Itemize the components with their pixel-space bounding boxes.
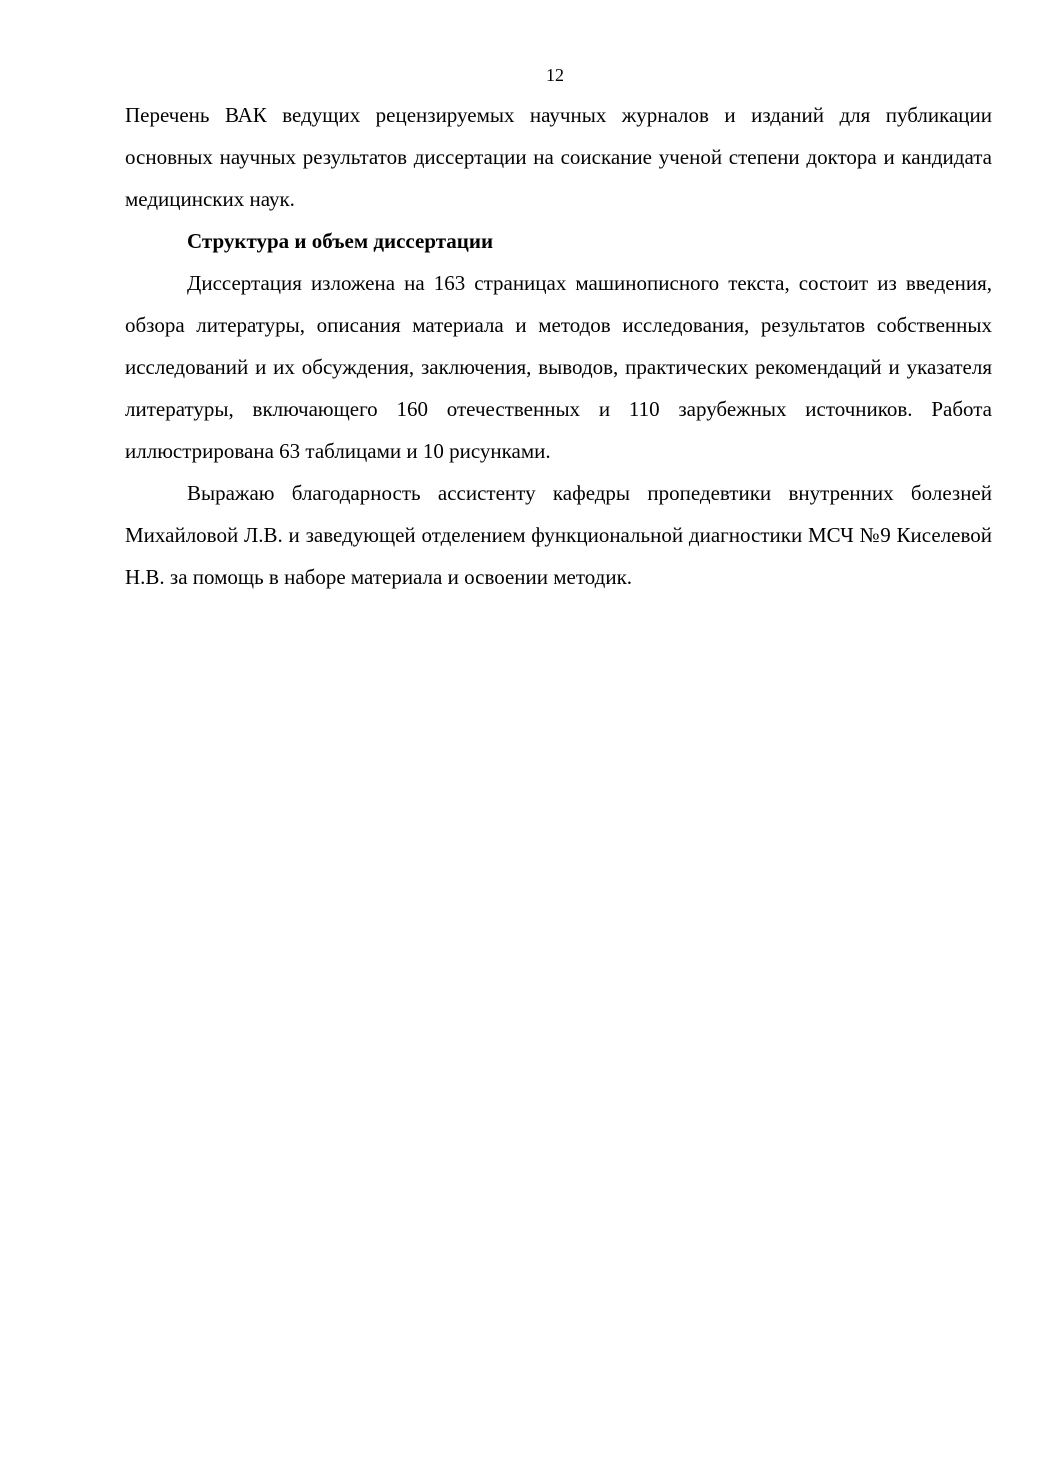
paragraph-structure: Диссертация изложена на 163 страницах машинописного текста, состоит из введения, обзора литературы, описания материала и методов исследования, результатов собственных исследований и их обсуждения, заключения, выводов, практических рекомендаций и указателя литературы, включающего 160 отечественных и 110 зарубежных источников. Работа иллюстрирована 63 таблицами и 10 рисунками. [125, 271, 992, 463]
paragraph-acknowledgement: Выражаю благодарность ассистенту кафедры пропедевтики внутренних болезней Михайловой Л.В. и заведующей отделением функциональной диагностики МСЧ №9 Киселевой Н.В. за помощь в наборе материала и освоении методик. [125, 481, 992, 589]
page-number: 12 [546, 65, 564, 85]
paragraph-vak-list: Перечень ВАК ведущих рецензируемых научных журналов и изданий для публикации основных научных результатов диссертации на соискание ученой степени доктора и кандидата медицинских наук. [125, 103, 992, 211]
page-content [125, 94, 992, 598]
section-heading: Структура и объем диссертации [187, 229, 494, 253]
